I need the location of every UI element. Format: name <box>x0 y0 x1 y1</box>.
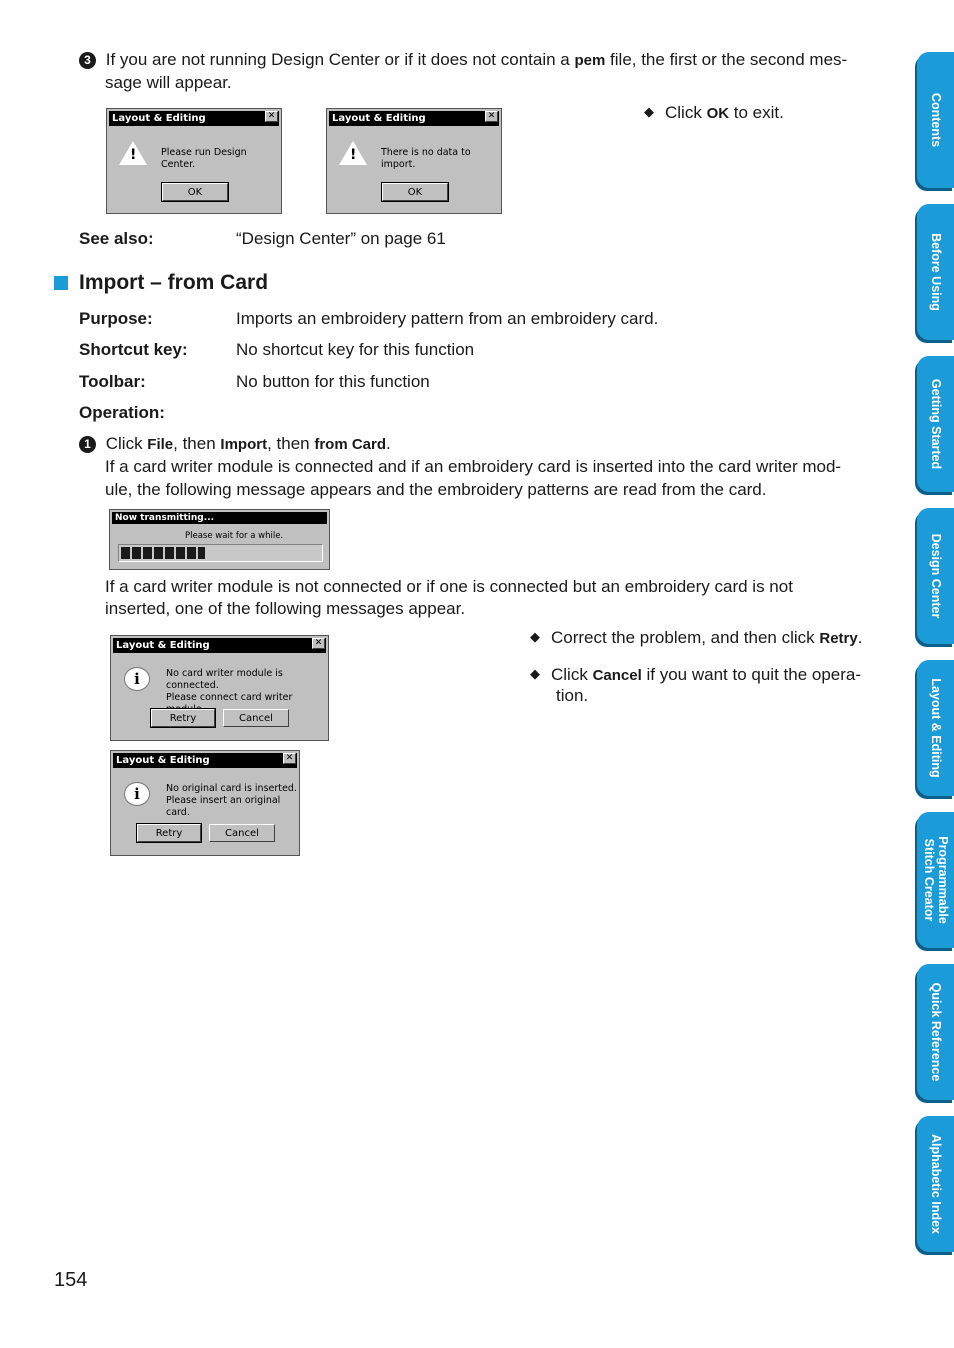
pem-keyword: pem <box>574 52 606 69</box>
step-number-1: 1 <box>79 436 96 453</box>
step1-click-text: Click <box>105 434 148 453</box>
tab-label: Contents <box>928 92 943 148</box>
section-title: Import – from Card <box>79 271 269 294</box>
click-ok-text-a: Click <box>665 103 707 122</box>
dialog-no-card-writer <box>110 635 329 741</box>
close-icon[interactable]: ✕ <box>283 753 296 764</box>
progress-fill <box>121 547 205 559</box>
step1-line2: If a card writer module is connected and if an embroidery card is inserted into the card writer mod- <box>105 457 842 476</box>
close-icon[interactable]: ✕ <box>265 111 278 122</box>
cancel-button[interactable]: Cancel <box>223 709 289 727</box>
tab-label: Layout & Editing <box>928 678 943 778</box>
step3-paragraph <box>79 48 909 72</box>
step1-then-text: , then <box>173 434 221 453</box>
retry-keyword: Retry <box>819 630 858 647</box>
dialog-title: Layout & Editing <box>329 111 499 126</box>
info-icon: i <box>124 782 150 806</box>
ok-button[interactable]: OK <box>162 183 228 201</box>
dialog-title: Layout & Editing <box>113 753 297 768</box>
dialog-no-original-card <box>110 750 300 856</box>
dialog-message: There is no data to import. <box>381 147 471 170</box>
step-number-3: 3 <box>79 52 96 69</box>
transmitting-dialog <box>109 509 330 570</box>
tab-contents[interactable] <box>917 52 954 188</box>
step1-period: . <box>386 434 391 453</box>
tab-label-line2: Stitch Creator <box>921 838 936 922</box>
tab-layout-editing[interactable] <box>917 660 954 796</box>
tab-label: Getting Started <box>928 378 943 470</box>
progress-bar <box>118 544 323 562</box>
page-number: 154 <box>54 1269 88 1291</box>
click-ok-text-b: to exit. <box>729 103 784 122</box>
shortcut-value: No shortcut key for this function <box>236 340 475 359</box>
see-also-link[interactable]: “Design Center” on page 61 <box>236 229 446 248</box>
tab-getting-started[interactable] <box>917 356 954 492</box>
tab-before-using[interactable] <box>917 204 954 340</box>
tab-label-line1: Programmable <box>935 836 950 924</box>
tab-quick-reference[interactable] <box>917 964 954 1100</box>
retry-bullet-text-a: Correct the problem, and then click <box>551 628 820 647</box>
diamond-bullet-icon: ◆ <box>644 104 654 119</box>
from-card-menu-keyword: from Card <box>314 436 387 453</box>
tab-programmable-stitch-creator[interactable] <box>917 812 954 948</box>
click-ok-bullet <box>644 100 784 125</box>
file-menu-keyword: File <box>147 436 174 453</box>
retry-button[interactable]: Retry <box>151 709 215 727</box>
dialog-message: Please wait for a while. <box>185 531 284 541</box>
operation-label: Operation: <box>79 403 165 422</box>
step1-then-text-2: , then <box>267 434 315 453</box>
step3-line2: sage will appear. <box>105 73 232 92</box>
cancel-bullet-line2: tion. <box>556 686 589 705</box>
warning-icon: ! <box>119 141 147 165</box>
ok-button[interactable]: OK <box>382 183 448 201</box>
dialog-message: Please run Design Center. <box>161 147 247 170</box>
close-icon[interactable]: ✕ <box>312 638 325 649</box>
warning-icon: ! <box>339 141 367 165</box>
section-square-icon <box>54 276 68 290</box>
not-connected-line1: If a card writer module is not connected or if one is connected but an embroidery card is not <box>105 577 793 596</box>
dialog-run-design-center <box>106 108 282 214</box>
toolbar-value: No button for this function <box>236 372 430 391</box>
toolbar-label: Toolbar: <box>79 372 146 391</box>
purpose-value: Imports an embroidery pattern from an embroidery card. <box>236 309 659 328</box>
ok-keyword: OK <box>706 105 730 122</box>
retry-bullet <box>530 625 862 650</box>
diamond-bullet-icon: ◆ <box>530 629 540 644</box>
tab-label: Design Center <box>928 533 943 619</box>
see-also-label: See also: <box>79 229 154 248</box>
step3-text-b: file, the first or the second mes- <box>605 50 848 69</box>
retry-bullet-text-b: . <box>857 628 863 647</box>
dialog-message <box>166 783 299 819</box>
retry-button[interactable]: Retry <box>137 824 201 842</box>
dialog-message-line2: Please insert an original card. <box>166 795 281 818</box>
tab-label: Quick Reference <box>928 982 943 1082</box>
tab-alphabetic-index[interactable] <box>917 1116 954 1252</box>
shortcut-label: Shortcut key: <box>79 340 188 359</box>
tab-design-center[interactable] <box>917 508 954 644</box>
cancel-bullet-text-a: Click <box>551 665 593 684</box>
cancel-button[interactable]: Cancel <box>209 824 275 842</box>
dialog-message-line1: No original card is inserted. <box>166 783 297 794</box>
dialog-title: Layout & Editing <box>109 111 279 126</box>
tab-label: Alphabetic Index <box>928 1133 943 1235</box>
not-connected-line2: inserted, one of the following messages appear. <box>105 599 466 618</box>
dialog-title: Now transmitting... <box>112 512 327 524</box>
close-icon[interactable]: ✕ <box>485 111 498 122</box>
step3-text-a: If you are not running Design Center or if it does not contain a <box>105 50 575 69</box>
dialog-title: Layout & Editing <box>113 638 326 653</box>
purpose-label: Purpose: <box>79 309 153 328</box>
dialog-message-line1: No card writer module is connected. <box>166 668 283 691</box>
cancel-bullet-text-b: if you want to quit the opera- <box>641 665 862 684</box>
step1-line1 <box>79 432 391 456</box>
diamond-bullet-icon: ◆ <box>530 666 540 681</box>
dialog-no-data <box>326 108 502 214</box>
step1-line3: ule, the following message appears and the embroidery patterns are read from the card. <box>105 480 767 499</box>
dialog-message-line2: Please connect card writer <box>166 692 293 703</box>
tab-label <box>922 836 950 924</box>
tab-label: Before Using <box>928 233 943 311</box>
import-menu-keyword: Import <box>220 436 268 453</box>
info-icon: i <box>124 667 150 691</box>
cancel-keyword: Cancel <box>592 667 642 684</box>
